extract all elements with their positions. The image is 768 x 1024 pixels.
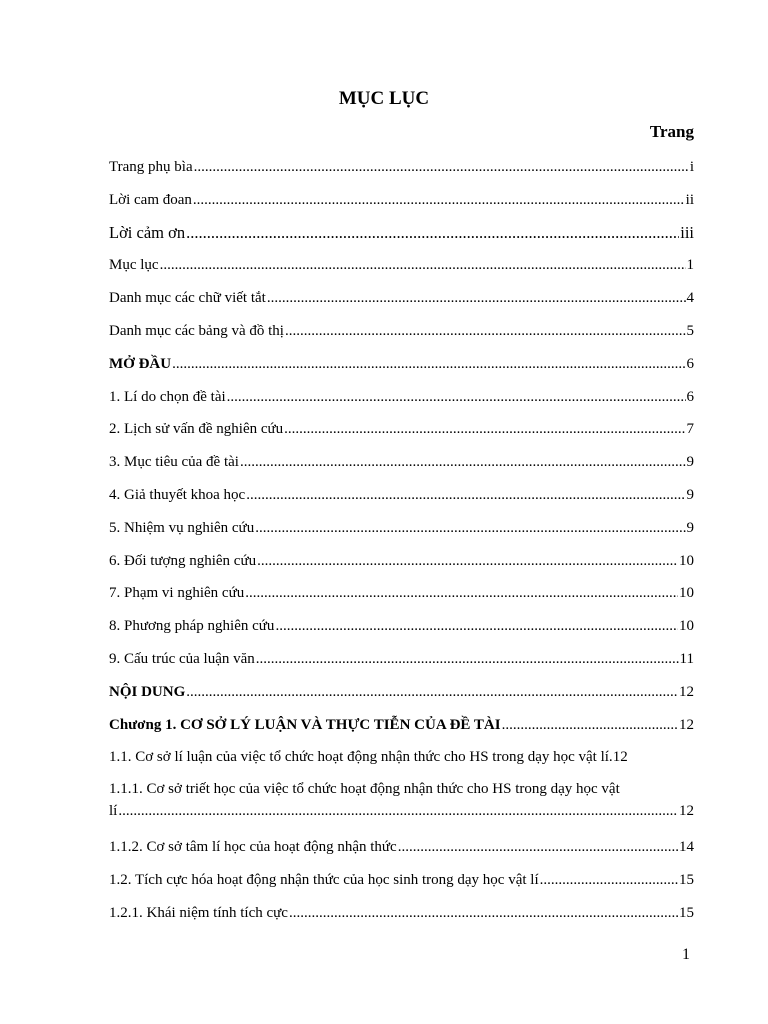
toc-entry-label: Trang phụ bìa bbox=[109, 159, 193, 175]
toc-entry-label: 7. Phạm vi nghiên cứu bbox=[109, 585, 245, 602]
dot-leader bbox=[256, 649, 679, 669]
toc-entry bbox=[109, 283, 694, 316]
toc-entry bbox=[109, 611, 694, 644]
toc-entry bbox=[109, 349, 694, 382]
dot-leader bbox=[186, 223, 679, 243]
toc-entry-page: 1 bbox=[686, 257, 694, 274]
toc-entry-label-continued: lí bbox=[109, 803, 118, 820]
toc-entry bbox=[109, 832, 694, 865]
toc-entry bbox=[109, 447, 694, 480]
dot-leader bbox=[284, 419, 685, 439]
toc-entry-label: 8. Phương pháp nghiên cứu bbox=[109, 618, 275, 635]
dot-leader bbox=[255, 518, 685, 538]
toc-entry-page: 12 bbox=[612, 749, 628, 766]
toc-entry bbox=[109, 865, 694, 898]
footer-page-number: 1 bbox=[682, 946, 690, 963]
toc-entry-label: 1. Lí do chọn đề tài bbox=[109, 388, 226, 405]
toc-entry-label: 1.1.2. Cơ sở tâm lí học của hoạt động nhận thức bbox=[109, 839, 397, 856]
toc-entry-label: Lời cam đoan bbox=[109, 191, 192, 208]
dot-leader bbox=[257, 551, 678, 571]
toc-entry bbox=[109, 250, 694, 283]
toc-entry-page: 9 bbox=[686, 519, 694, 536]
toc-entry-label: 4. Giả thuyết khoa học bbox=[109, 486, 246, 503]
toc-list bbox=[109, 152, 694, 931]
toc-entry bbox=[109, 480, 694, 513]
dot-leader bbox=[267, 288, 686, 308]
dot-leader bbox=[540, 870, 678, 890]
toc-entry-page: 12 bbox=[679, 716, 694, 733]
toc-entry-page: 14 bbox=[679, 839, 694, 856]
toc-entry bbox=[109, 742, 694, 775]
toc-entry-page: 9 bbox=[686, 486, 694, 503]
toc-entry-label: Danh mục các bảng và đồ thị bbox=[109, 322, 284, 339]
toc-entry bbox=[109, 710, 694, 743]
toc-entry-page: 7 bbox=[686, 421, 694, 438]
toc-entry-label: 3. Mục tiêu của đề tài bbox=[109, 454, 239, 471]
toc-entry-label: 1.2.1. Khái niệm tính tích cực bbox=[109, 904, 288, 921]
toc-entry-label: NỘI DUNG bbox=[109, 683, 186, 700]
toc-entry bbox=[109, 677, 694, 710]
toc-entry-page: 6 bbox=[686, 388, 694, 405]
toc-entry-page: 10 bbox=[679, 618, 694, 635]
dot-leader bbox=[194, 157, 689, 177]
page-column-label: Trang bbox=[649, 122, 694, 141]
toc-entry-page: 10 bbox=[679, 552, 694, 569]
toc-entry bbox=[109, 546, 694, 579]
toc-entry-label: 1.1. Cơ sở lí luận của việc tổ chức hoạt động nhận thức cho HS trong dạy học vật lí. bbox=[109, 749, 613, 766]
toc-entry-label: Chương 1. CƠ SỞ LÝ LUẬN VÀ THỰC TIỄN CỦA ĐỀ TÀI bbox=[109, 716, 501, 733]
toc-entry-label: 6. Đối tượng nghiên cứu bbox=[109, 552, 257, 569]
toc-entry-label: 5. Nhiệm vụ nghiên cứu bbox=[109, 519, 255, 536]
toc-entry-label: Lời cảm ơn bbox=[109, 222, 186, 242]
toc-entry bbox=[109, 513, 694, 546]
dot-leader bbox=[502, 715, 678, 735]
toc-entry-label: 2. Lịch sử vấn đề nghiên cứu bbox=[109, 421, 284, 438]
toc-entry bbox=[109, 316, 694, 349]
toc-entry-label: Mục lục bbox=[109, 257, 159, 274]
dot-leader bbox=[240, 452, 686, 472]
toc-entry-continuation bbox=[109, 800, 694, 822]
toc-entry-page: 15 bbox=[679, 904, 694, 921]
toc-entry bbox=[109, 152, 694, 185]
dot-leader bbox=[172, 354, 685, 374]
toc-entry-page: 5 bbox=[686, 322, 694, 339]
dot-leader bbox=[398, 837, 678, 857]
toc-entry-label: 1.2. Tích cực hóa hoạt động nhận thức của học sinh trong dạy học vật lí bbox=[109, 871, 539, 888]
dot-leader bbox=[193, 190, 685, 210]
toc-entry-page: 12 bbox=[679, 683, 694, 700]
toc-entry-page: 6 bbox=[686, 355, 694, 372]
toc-entry-page: 10 bbox=[679, 585, 694, 602]
toc-entry-page: 15 bbox=[679, 871, 694, 888]
toc-entry-page: ii bbox=[685, 191, 694, 208]
toc-entry-page: 4 bbox=[686, 290, 694, 307]
dot-leader bbox=[285, 321, 686, 341]
toc-entry-page: 12 bbox=[679, 803, 694, 820]
dot-leader bbox=[275, 616, 678, 636]
toc-entry bbox=[109, 775, 694, 832]
toc-entry bbox=[109, 898, 694, 931]
dot-leader bbox=[186, 682, 678, 702]
toc-entry-label: Danh mục các chữ viết tắt bbox=[109, 290, 266, 307]
dot-leader bbox=[227, 387, 686, 407]
toc-entry bbox=[109, 382, 694, 415]
toc-entry bbox=[109, 414, 694, 447]
dot-leader bbox=[246, 485, 685, 505]
toc-entry bbox=[109, 185, 694, 218]
toc-title: MỤC LỤC bbox=[338, 88, 430, 109]
dot-leader bbox=[245, 583, 678, 603]
dot-leader bbox=[160, 255, 686, 275]
toc-entry bbox=[109, 578, 694, 611]
toc-entry-label: 1.1.1. Cơ sở triết học của việc tổ chức hoạt động nhận thức cho HS trong dạy học vật bbox=[109, 781, 620, 798]
dot-leader bbox=[289, 903, 678, 923]
toc-entry-page: i bbox=[689, 159, 694, 175]
toc-entry-page: 11 bbox=[679, 650, 694, 667]
toc-entry-label: 9. Cấu trúc của luận văn bbox=[109, 650, 255, 667]
toc-entry bbox=[109, 644, 694, 677]
toc-entry-label: MỞ ĐẦU bbox=[109, 355, 172, 372]
dot-leader bbox=[118, 800, 678, 822]
toc-entry bbox=[109, 218, 694, 251]
toc-entry-page: 9 bbox=[686, 454, 694, 471]
toc-entry-page: iii bbox=[680, 222, 694, 242]
